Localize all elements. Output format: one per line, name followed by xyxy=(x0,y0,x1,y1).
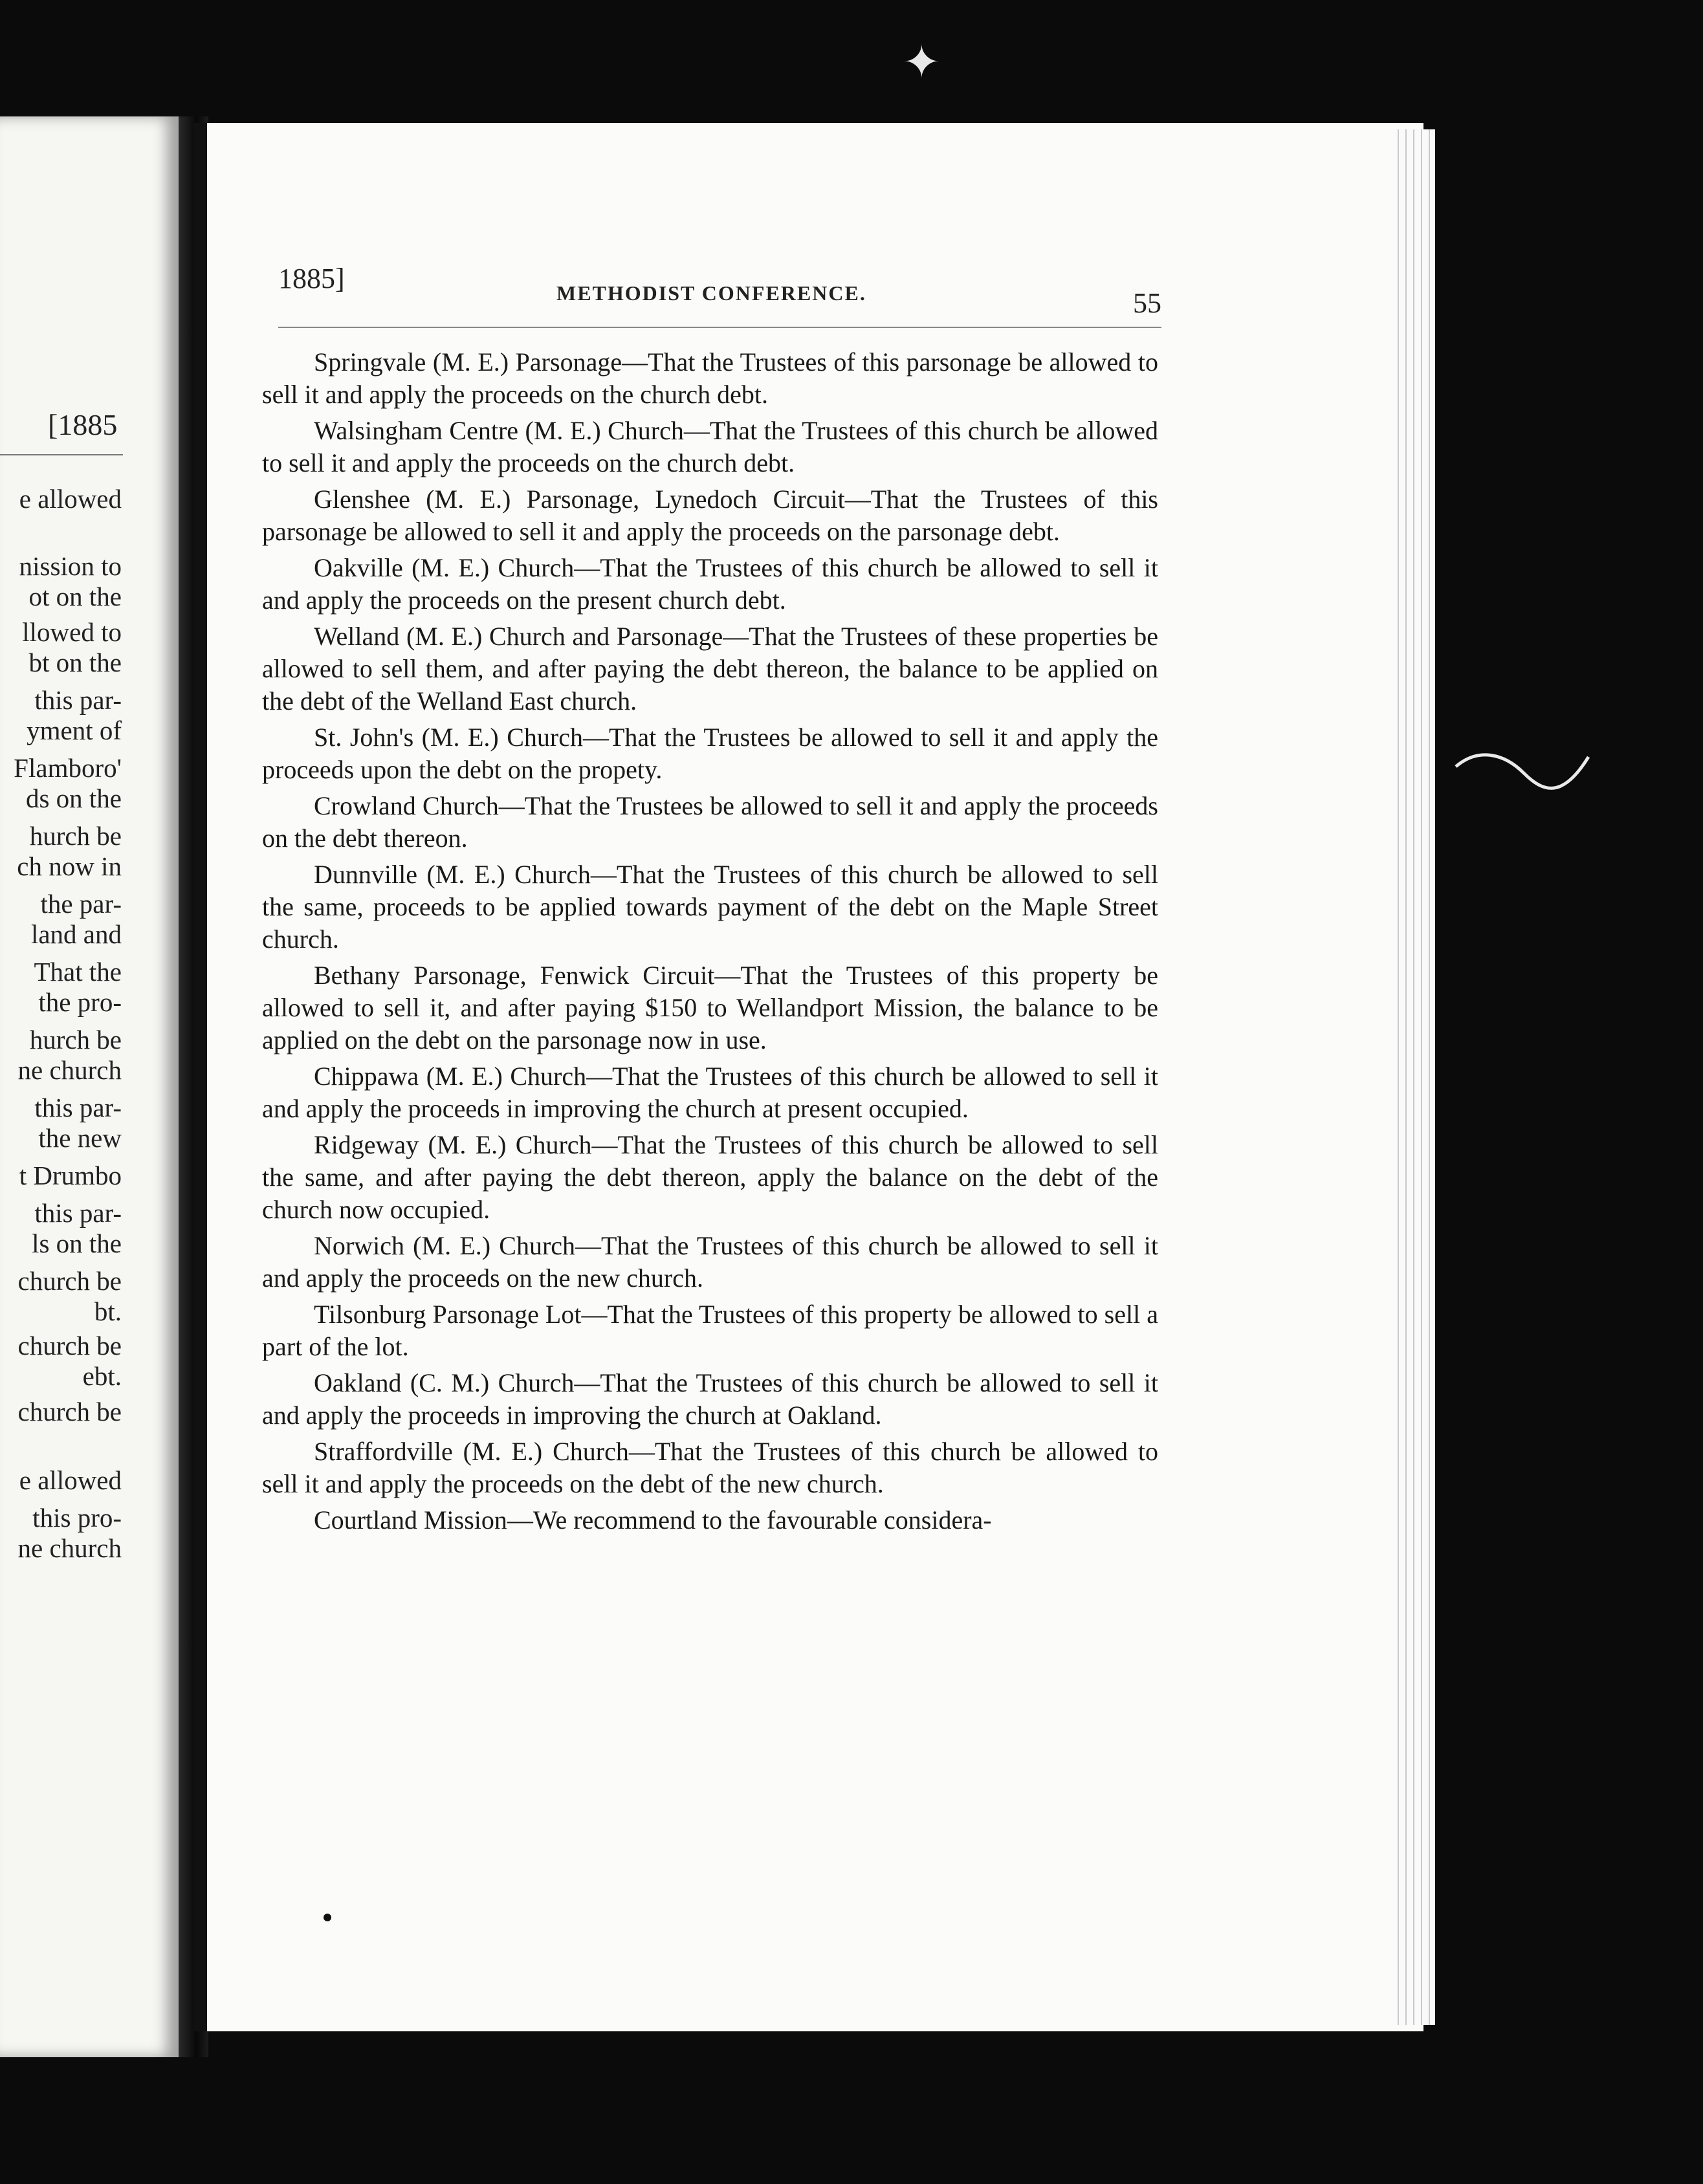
previous-page-line: the new xyxy=(38,1123,122,1153)
previous-page-line: this par- xyxy=(34,685,122,715)
previous-page-line: hurch be xyxy=(29,1025,122,1054)
resolution-paragraph: Bethany Parsonage, Fenwick Circuit—That the Trustees of this property be allowed to sell it, and after paying $150 to Wellandport Mission, the balance to be applied on the debt on the parsonage now in use. xyxy=(262,961,1158,1054)
resolution-paragraph: St. John's (M. E.) Church—That the Trustees be allowed to sell it and apply the proceeds upon the debt on the propety. xyxy=(262,723,1158,784)
resolution-paragraph: Dunnville (M. E.) Church—That the Trustees of this church be allowed to sell the same, proceeds to be applied towards payment of the debt on the Maple Street church. xyxy=(262,860,1158,954)
previous-page-line: ebt. xyxy=(82,1361,122,1391)
previous-page-line: yment of xyxy=(27,715,122,745)
page-edges xyxy=(1391,129,1435,2025)
previous-page-line: this pro- xyxy=(32,1503,122,1533)
resolution-paragraph: Tilsonburg Parsonage Lot—That the Trustees of this property be allowed to sell a part of the lot. xyxy=(262,1300,1158,1361)
previous-page xyxy=(0,116,179,2057)
resolution-paragraph: Straffordville (M. E.) Church—That the Trustees of this church be allowed to sell it and apply the proceeds on the debt of the new church. xyxy=(262,1437,1158,1498)
resolution-paragraph: Courtland Mission—We recommend to the favourable considera- xyxy=(314,1505,992,1534)
previous-page-header-rule xyxy=(0,454,123,455)
resolution-paragraph: Oakville (M. E.) Church—That the Trustees of this church be allowed to sell it and apply the proceeds on the present church debt. xyxy=(262,553,1158,615)
previous-page-line: the par- xyxy=(40,889,122,919)
previous-page-line: ds on the xyxy=(25,783,122,813)
previous-page-line: llowed to xyxy=(22,617,122,647)
scan-hair-mark xyxy=(1453,747,1595,799)
resolution-paragraph: Glenshee (M. E.) Parsonage, Lynedoch Circuit—That the Trustees of this parsonage be allowed to sell it and apply the proceeds on the parsonage debt. xyxy=(262,485,1158,546)
previous-page-line: ch now in xyxy=(17,851,122,881)
previous-page-line: church be xyxy=(17,1266,122,1296)
resolution-paragraph: Crowland Church—That the Trustees be allowed to sell it and apply the proceeds on the debt thereon. xyxy=(262,791,1158,853)
previous-page-line: church be xyxy=(17,1397,122,1426)
previous-page-line: ot on the xyxy=(28,582,122,611)
resolution-paragraph: Walsingham Centre (M. E.) Church—That the Trustees of this church be allowed to sell it and apply the proceeds on the church debt. xyxy=(262,416,1158,477)
resolution-paragraph: Norwich (M. E.) Church—That the Trustees of this church be allowed to sell it and apply the proceeds on the new church. xyxy=(262,1231,1158,1293)
header-rule xyxy=(278,327,1161,328)
resolution-paragraph: Chippawa (M. E.) Church—That the Trustees of this church be allowed to sell it and apply the proceeds in improving the church at present occupied. xyxy=(262,1062,1158,1123)
page-number: 55 xyxy=(1133,287,1161,319)
previous-page-line: ne church xyxy=(17,1055,122,1085)
header-year: 1885] xyxy=(278,263,345,294)
resolution-paragraph: Ridgeway (M. E.) Church—That the Trustees of this church be allowed to sell the same, and after paying the debt thereon, apply the balance on the debt of the church now occupied. xyxy=(262,1130,1158,1224)
previous-page-line: That the xyxy=(34,957,122,987)
previous-page-line: nission to xyxy=(19,551,122,581)
previous-page-line: this par- xyxy=(34,1093,122,1122)
scan-speck: ✦ xyxy=(903,38,941,88)
resolution-paragraph: Springvale (M. E.) Parsonage—That the Trustees of this parsonage be allowed to sell it and apply the proceeds on the church debt. xyxy=(262,347,1158,409)
previous-page-line: hurch be xyxy=(29,821,122,851)
previous-page-line: Flamboro' xyxy=(14,753,122,783)
previous-page-line: e allowed xyxy=(19,1465,122,1495)
resolution-paragraph: Welland (M. E.) Church and Parsonage—That the Trustees of these properties be allowed to sell them, and after paying the debt thereon, the balance to be applied on the debt of the Welland East church. xyxy=(262,622,1158,715)
running-title: METHODIST CONFERENCE. xyxy=(556,281,866,305)
ink-dot xyxy=(324,1914,331,1921)
previous-page-line: e allowed xyxy=(19,484,122,514)
previous-page-line: the pro- xyxy=(38,987,122,1017)
previous-page-line: bt on the xyxy=(28,648,122,677)
previous-page-line: t Drumbo xyxy=(19,1161,122,1190)
resolution-paragraph: Oakland (C. M.) Church—That the Trustees of this church be allowed to sell it and apply the proceeds in improving the church at Oakland. xyxy=(262,1368,1158,1430)
previous-page-line: bt. xyxy=(94,1296,122,1326)
previous-page-line: this par- xyxy=(34,1198,122,1228)
previous-page-year: [1885 xyxy=(48,408,118,441)
page-body xyxy=(262,346,1158,1540)
previous-page-line: church be xyxy=(17,1331,122,1360)
previous-page-line: land and xyxy=(30,919,122,949)
previous-page-line: ne church xyxy=(17,1533,122,1563)
page-header xyxy=(278,262,1161,319)
previous-page-line: ls on the xyxy=(32,1228,122,1258)
